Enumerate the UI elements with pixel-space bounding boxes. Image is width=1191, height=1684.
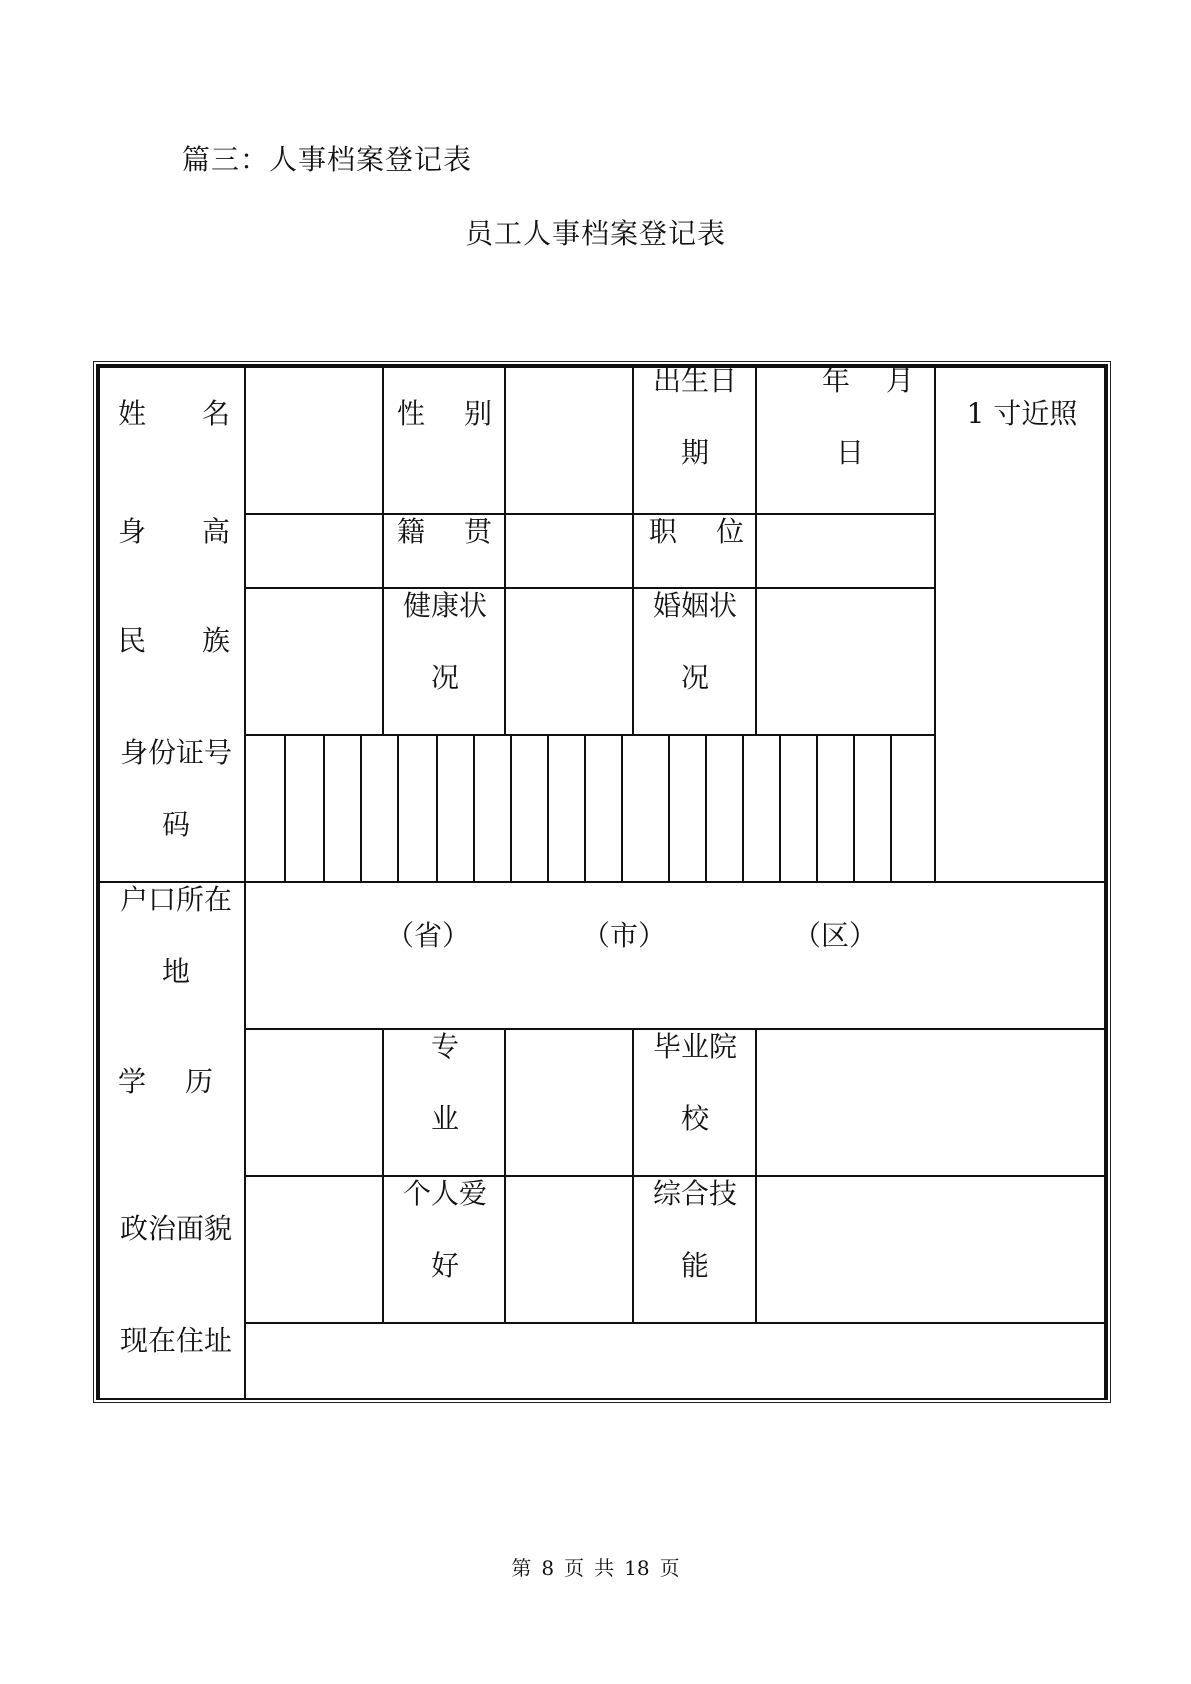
id-digit-line (853, 734, 855, 882)
ethnicity-label: 民 族 (118, 624, 230, 657)
col-line-a (382, 364, 384, 735)
form-title: 员工人事档案登记表 (464, 217, 726, 250)
height-label: 身 高 (118, 515, 230, 548)
photo-placeholder: 1 寸近照 (966, 397, 1078, 430)
page-footer: 第 8 页 共 18 页 (511, 1556, 680, 1580)
registration-form: 姓 名 性 别 出生日 期 年 月 日 1 寸近照 身 高 籍 贯 职 位 民 族 健康状 况 婚姻状 况 身份证号 码 户口所在 地 （省） （市） （区） 学 历 专 业 毕业院 校 政治面貌 个人爱 好 综合技 能 现在住址 (96, 364, 1108, 1400)
id-digit-line (584, 734, 586, 882)
row-line-4 (96, 881, 1108, 883)
col-line-c (632, 364, 634, 735)
row-line-2 (244, 587, 934, 589)
id-digit-line (816, 734, 818, 882)
id-digit-line (360, 734, 362, 882)
skills-label: 综合技 能 (652, 1177, 737, 1282)
id-digit-line (397, 734, 399, 882)
photo-column-line (934, 364, 936, 882)
id-digit-line (323, 734, 325, 882)
health-label: 健康状 况 (402, 589, 487, 694)
col-line-d-lower (755, 1028, 757, 1323)
id-digit-line (742, 734, 744, 882)
native-place-label: 籍 贯 (397, 515, 492, 548)
education-label: 学 历 (118, 1065, 213, 1098)
name-label: 姓 名 (118, 397, 230, 430)
id-digit-line (890, 734, 892, 882)
row-line-1 (244, 513, 934, 515)
birth-date-label: 出生日 期 (652, 364, 737, 469)
district-label: （区） (793, 919, 878, 952)
hobby-label: 个人爱 好 (402, 1177, 487, 1282)
province-label: （省） (386, 919, 471, 952)
id-digit-line (510, 734, 512, 882)
hukou-label: 户口所在 地 (119, 883, 232, 988)
row-line-7 (244, 1322, 1108, 1324)
position-label: 职 位 (649, 515, 744, 548)
city-label: （市） (582, 919, 667, 952)
col-line-b (504, 364, 506, 735)
address-label: 现在住址 (119, 1324, 232, 1357)
id-digit-line (547, 734, 549, 882)
id-digit-line (705, 734, 707, 882)
id-digit-line (473, 734, 475, 882)
col-line-c-lower (632, 1028, 634, 1323)
id-digit-line (668, 734, 670, 882)
col-line-b-lower (504, 1028, 506, 1323)
col-line-a-lower (382, 1028, 384, 1323)
id-digit-line (284, 734, 286, 882)
row-line-3 (244, 734, 934, 736)
id-number-label: 身份证号 码 (119, 736, 232, 841)
label-column-line (244, 364, 246, 1400)
political-label: 政治面貌 (119, 1212, 232, 1245)
section-heading: 篇三：人事档案登记表 (182, 143, 473, 176)
id-digit-line (621, 734, 623, 882)
gender-label: 性 别 (397, 397, 492, 430)
id-digit-line (436, 734, 438, 882)
marital-label: 婚姻状 况 (652, 589, 737, 694)
school-label: 毕业院 校 (652, 1030, 737, 1135)
major-label: 专 业 (430, 1030, 459, 1135)
id-digit-line (779, 734, 781, 882)
col-line-d (755, 364, 757, 735)
